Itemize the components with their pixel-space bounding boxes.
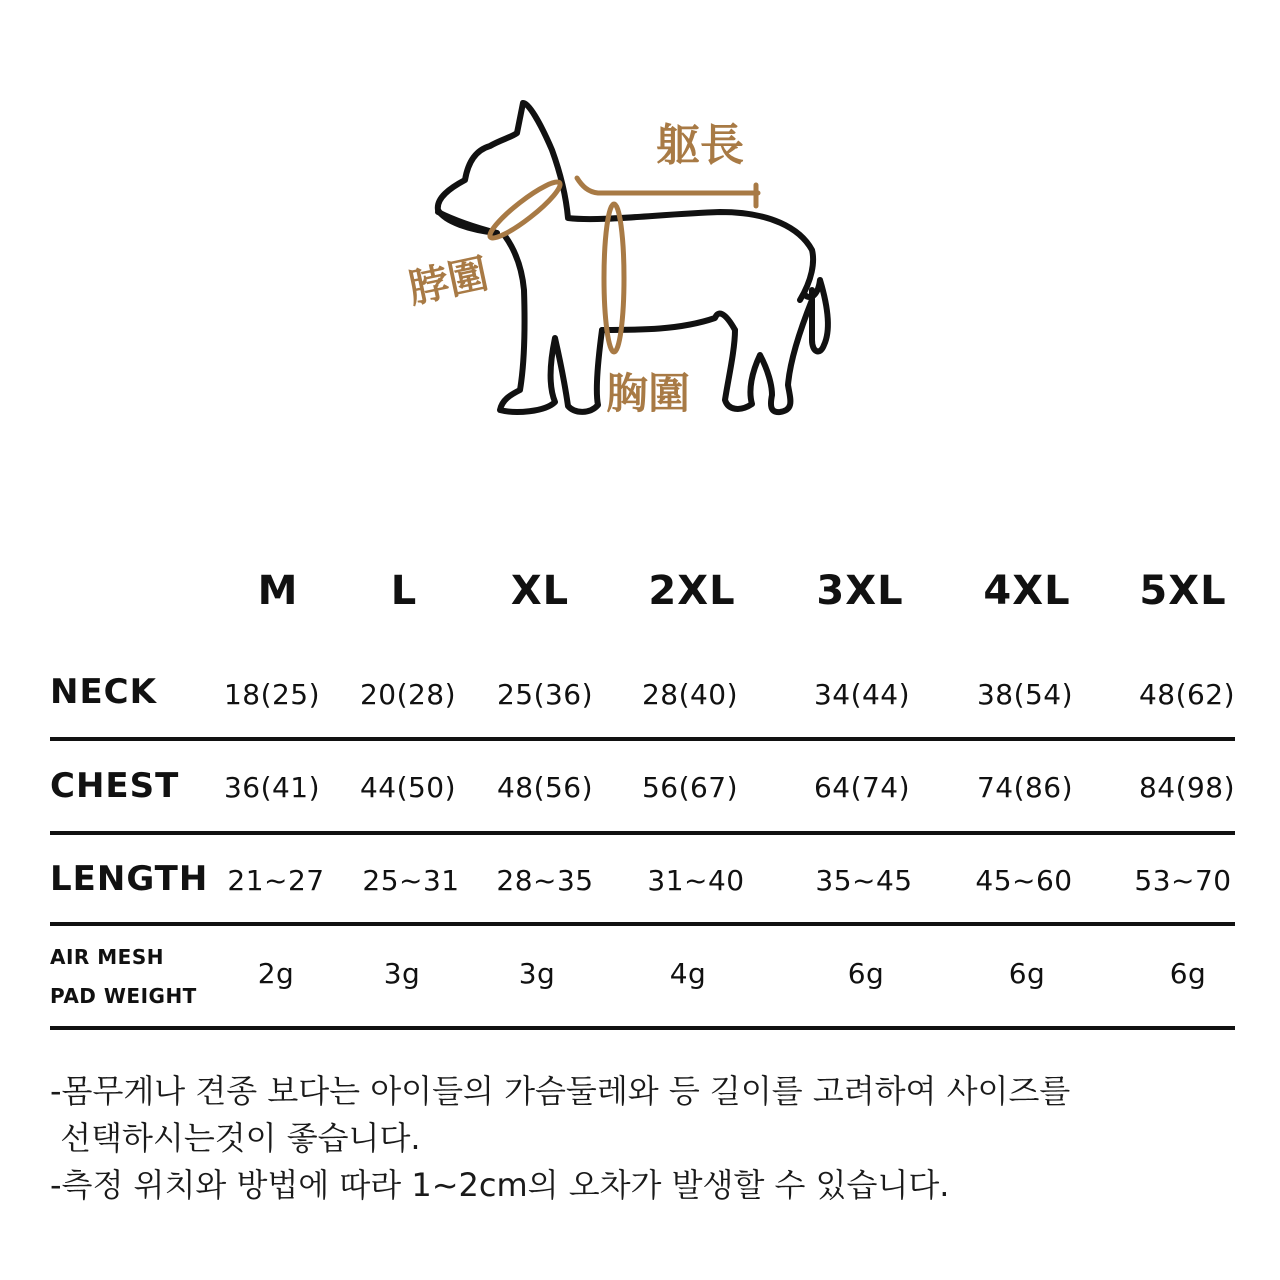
size-header-4xl: 4XL bbox=[983, 568, 1071, 614]
row-label-pad-weight-line2: PAD WEIGHT bbox=[50, 984, 197, 1008]
table-cell: 28(40) bbox=[641, 678, 739, 711]
row-divider bbox=[50, 737, 1235, 741]
table-cell: 38(54) bbox=[976, 678, 1074, 711]
table-cell: 4g bbox=[669, 957, 707, 990]
dog-measurement-diagram bbox=[0, 0, 1280, 480]
table-cell: 25(36) bbox=[496, 678, 594, 711]
table-cell: 44(50) bbox=[359, 771, 457, 804]
size-header-m: M bbox=[257, 568, 299, 614]
table-cell: 18(25) bbox=[223, 678, 321, 711]
table-cell: 25~31 bbox=[362, 864, 460, 897]
table-cell: 28~35 bbox=[496, 864, 594, 897]
table-cell: 53~70 bbox=[1134, 864, 1232, 897]
table-cell: 35~45 bbox=[815, 864, 913, 897]
row-divider bbox=[50, 1026, 1235, 1030]
table-cell: 21~27 bbox=[227, 864, 325, 897]
dog-outline bbox=[438, 103, 828, 412]
table-cell: 6g bbox=[1008, 957, 1046, 990]
table-cell: 48(62) bbox=[1138, 678, 1236, 711]
size-header-5xl: 5XL bbox=[1139, 568, 1227, 614]
table-cell: 6g bbox=[847, 957, 885, 990]
table-cell: 3g bbox=[518, 957, 556, 990]
row-label-chest: CHEST bbox=[50, 766, 180, 806]
row-label-pad-weight-line1: AIR MESH bbox=[50, 945, 164, 969]
table-cell: 3g bbox=[383, 957, 421, 990]
row-label-length: LENGTH bbox=[50, 859, 209, 899]
table-cell: 74(86) bbox=[976, 771, 1074, 804]
size-header-xl: XL bbox=[510, 568, 570, 614]
chest-label: 胸圍 bbox=[606, 369, 691, 418]
table-cell: 36(41) bbox=[223, 771, 321, 804]
table-cell: 64(74) bbox=[813, 771, 911, 804]
note-line-3: -측정 위치와 방법에 따라 1~2cm의 오차가 발생할 수 있습니다. bbox=[50, 1166, 950, 1204]
size-header-l: L bbox=[390, 568, 418, 614]
table-cell: 56(67) bbox=[641, 771, 739, 804]
table-cell: 6g bbox=[1169, 957, 1207, 990]
row-label-neck: NECK bbox=[50, 672, 157, 712]
size-header-3xl: 3XL bbox=[816, 568, 904, 614]
table-cell: 34(44) bbox=[813, 678, 911, 711]
table-cell: 20(28) bbox=[359, 678, 457, 711]
length-bracket bbox=[577, 178, 758, 193]
neck-label: 脖圍 bbox=[404, 250, 493, 313]
table-cell: 2g bbox=[257, 957, 295, 990]
table-cell: 84(98) bbox=[1138, 771, 1236, 804]
table-cell: 45~60 bbox=[975, 864, 1073, 897]
size-header-2xl: 2XL bbox=[648, 568, 736, 614]
length-label: 躯長 bbox=[656, 120, 744, 171]
row-label-pad-weight bbox=[50, 938, 197, 1016]
row-divider bbox=[50, 922, 1235, 926]
row-divider bbox=[50, 831, 1235, 835]
table-cell: 48(56) bbox=[496, 771, 594, 804]
note-line-1: -몸무게나 견종 보다는 아이들의 가슴둘레와 등 길이를 고려하여 사이즈를 bbox=[50, 1072, 1071, 1110]
table-cell: 31~40 bbox=[647, 864, 745, 897]
note-line-2: 선택하시는것이 좋습니다. bbox=[50, 1119, 421, 1157]
